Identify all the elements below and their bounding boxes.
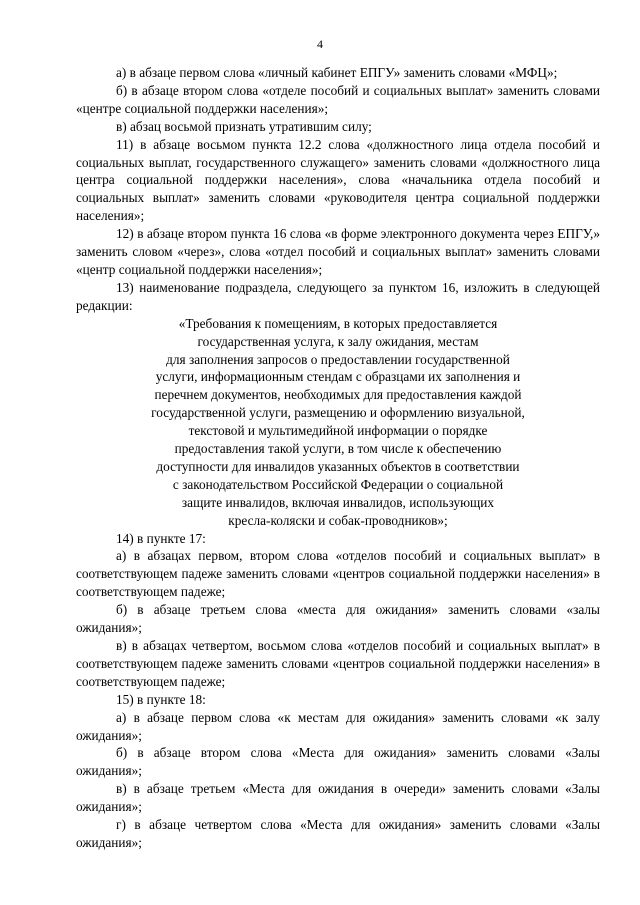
heading-line: для заполнения запросов о предоставлении государственной: [166, 351, 510, 367]
heading-line: защите инвалидов, включая инвалидов, использующих: [181, 494, 495, 510]
heading-line: «Требования к помещениям, в которых предоставляется: [178, 315, 498, 331]
heading-line: услуги, информационным стендам с образцами их заполнения и: [155, 369, 521, 385]
paragraph: 12) в абзаце втором пункта 16 слова «в форме электронного документа через ЕПГУ,» заменить словом «через», слова «отдел пособий и социальных выплат» заменить словами «центр социальной поддержки населения»;: [76, 226, 600, 277]
page-number: 4: [317, 37, 323, 51]
subsection-heading: [118, 315, 558, 530]
paragraph: б) в абзаце втором слова «отделе пособий и социальных выплат» заменить словами «центре социальной поддержки населения»;: [76, 82, 600, 116]
heading-line: предоставления такой услуги, в том числе к обеспечению: [174, 441, 502, 457]
paragraph: в) в абзацах четвертом, восьмом слова «отделов пособий и социальных выплат» в соответствующем падеже заменить словами «центров социальной поддержки населения» в соответствующем падеже;: [76, 638, 600, 689]
paragraph: а) в абзаце первом слова «к местам для ожидания» заменить словами «к залу ожидания»;: [76, 709, 600, 743]
heading-line: с законодательством Российской Федерации о социальной: [172, 476, 504, 492]
heading-line: государственной услуги, размещению и оформлению визуальной,: [151, 405, 525, 421]
paragraph: г) в абзаце четвертом слова «Места для ожидания» заменить словами «Залы ожидания»;: [76, 817, 600, 850]
heading-line: доступности для инвалидов указанных объектов в соответствии: [156, 458, 520, 474]
paragraph: в) абзац восьмой признать утратившим силу;: [116, 118, 372, 134]
paragraph: а) в абзацах первом, втором слова «отделов пособий и социальных выплат» в соответствующем падеже заменить словами «центров социальной поддержки населения» в соответствующем падеже;: [76, 548, 600, 600]
paragraph: 14) в пункте 17:: [116, 530, 206, 546]
paragraph: б) в абзаце третьем слова «места для ожидания» заменить словами «залы ожидания»;: [76, 602, 600, 636]
paragraph: 11) в абзаце восьмом пункта 12.2 слова «должностного лица отдела пособий и социальных выплат, государственного служащего» заменить словами «должностного лица центра социальной поддержки населения», слова «начальника отдела пособий и социальных выплат» заменить словами «руководителя центра социальной поддержки населения»;: [76, 136, 600, 224]
paragraph: 15) в пункте 18:: [116, 691, 206, 707]
heading-line: перечнем документов, необходимых для предоставления каждой: [154, 387, 522, 403]
heading-line: кресла-коляски и собак-проводников»;: [228, 512, 448, 528]
heading-line: текстовой и мультимедийной информации о порядке: [188, 423, 488, 439]
paragraph: 13) наименование подраздела, следующего за пунктом 16, изложить в следующей редакции:: [76, 279, 600, 313]
paragraph: б) в абзаце втором слова «Места для ожидания» заменить словами «Залы ожидания»;: [76, 745, 600, 779]
heading-line: государственная услуга, к залу ожидания, местам: [197, 333, 479, 349]
paragraph: а) в абзаце первом слова «личный кабинет ЕПГУ» заменить словами «МФЦ»;: [116, 65, 558, 80]
document-body: [76, 64, 600, 852]
paragraph: в) в абзаце третьем «Места для ожидания в очереди» заменить словами «Залы ожидания»;: [76, 781, 600, 815]
